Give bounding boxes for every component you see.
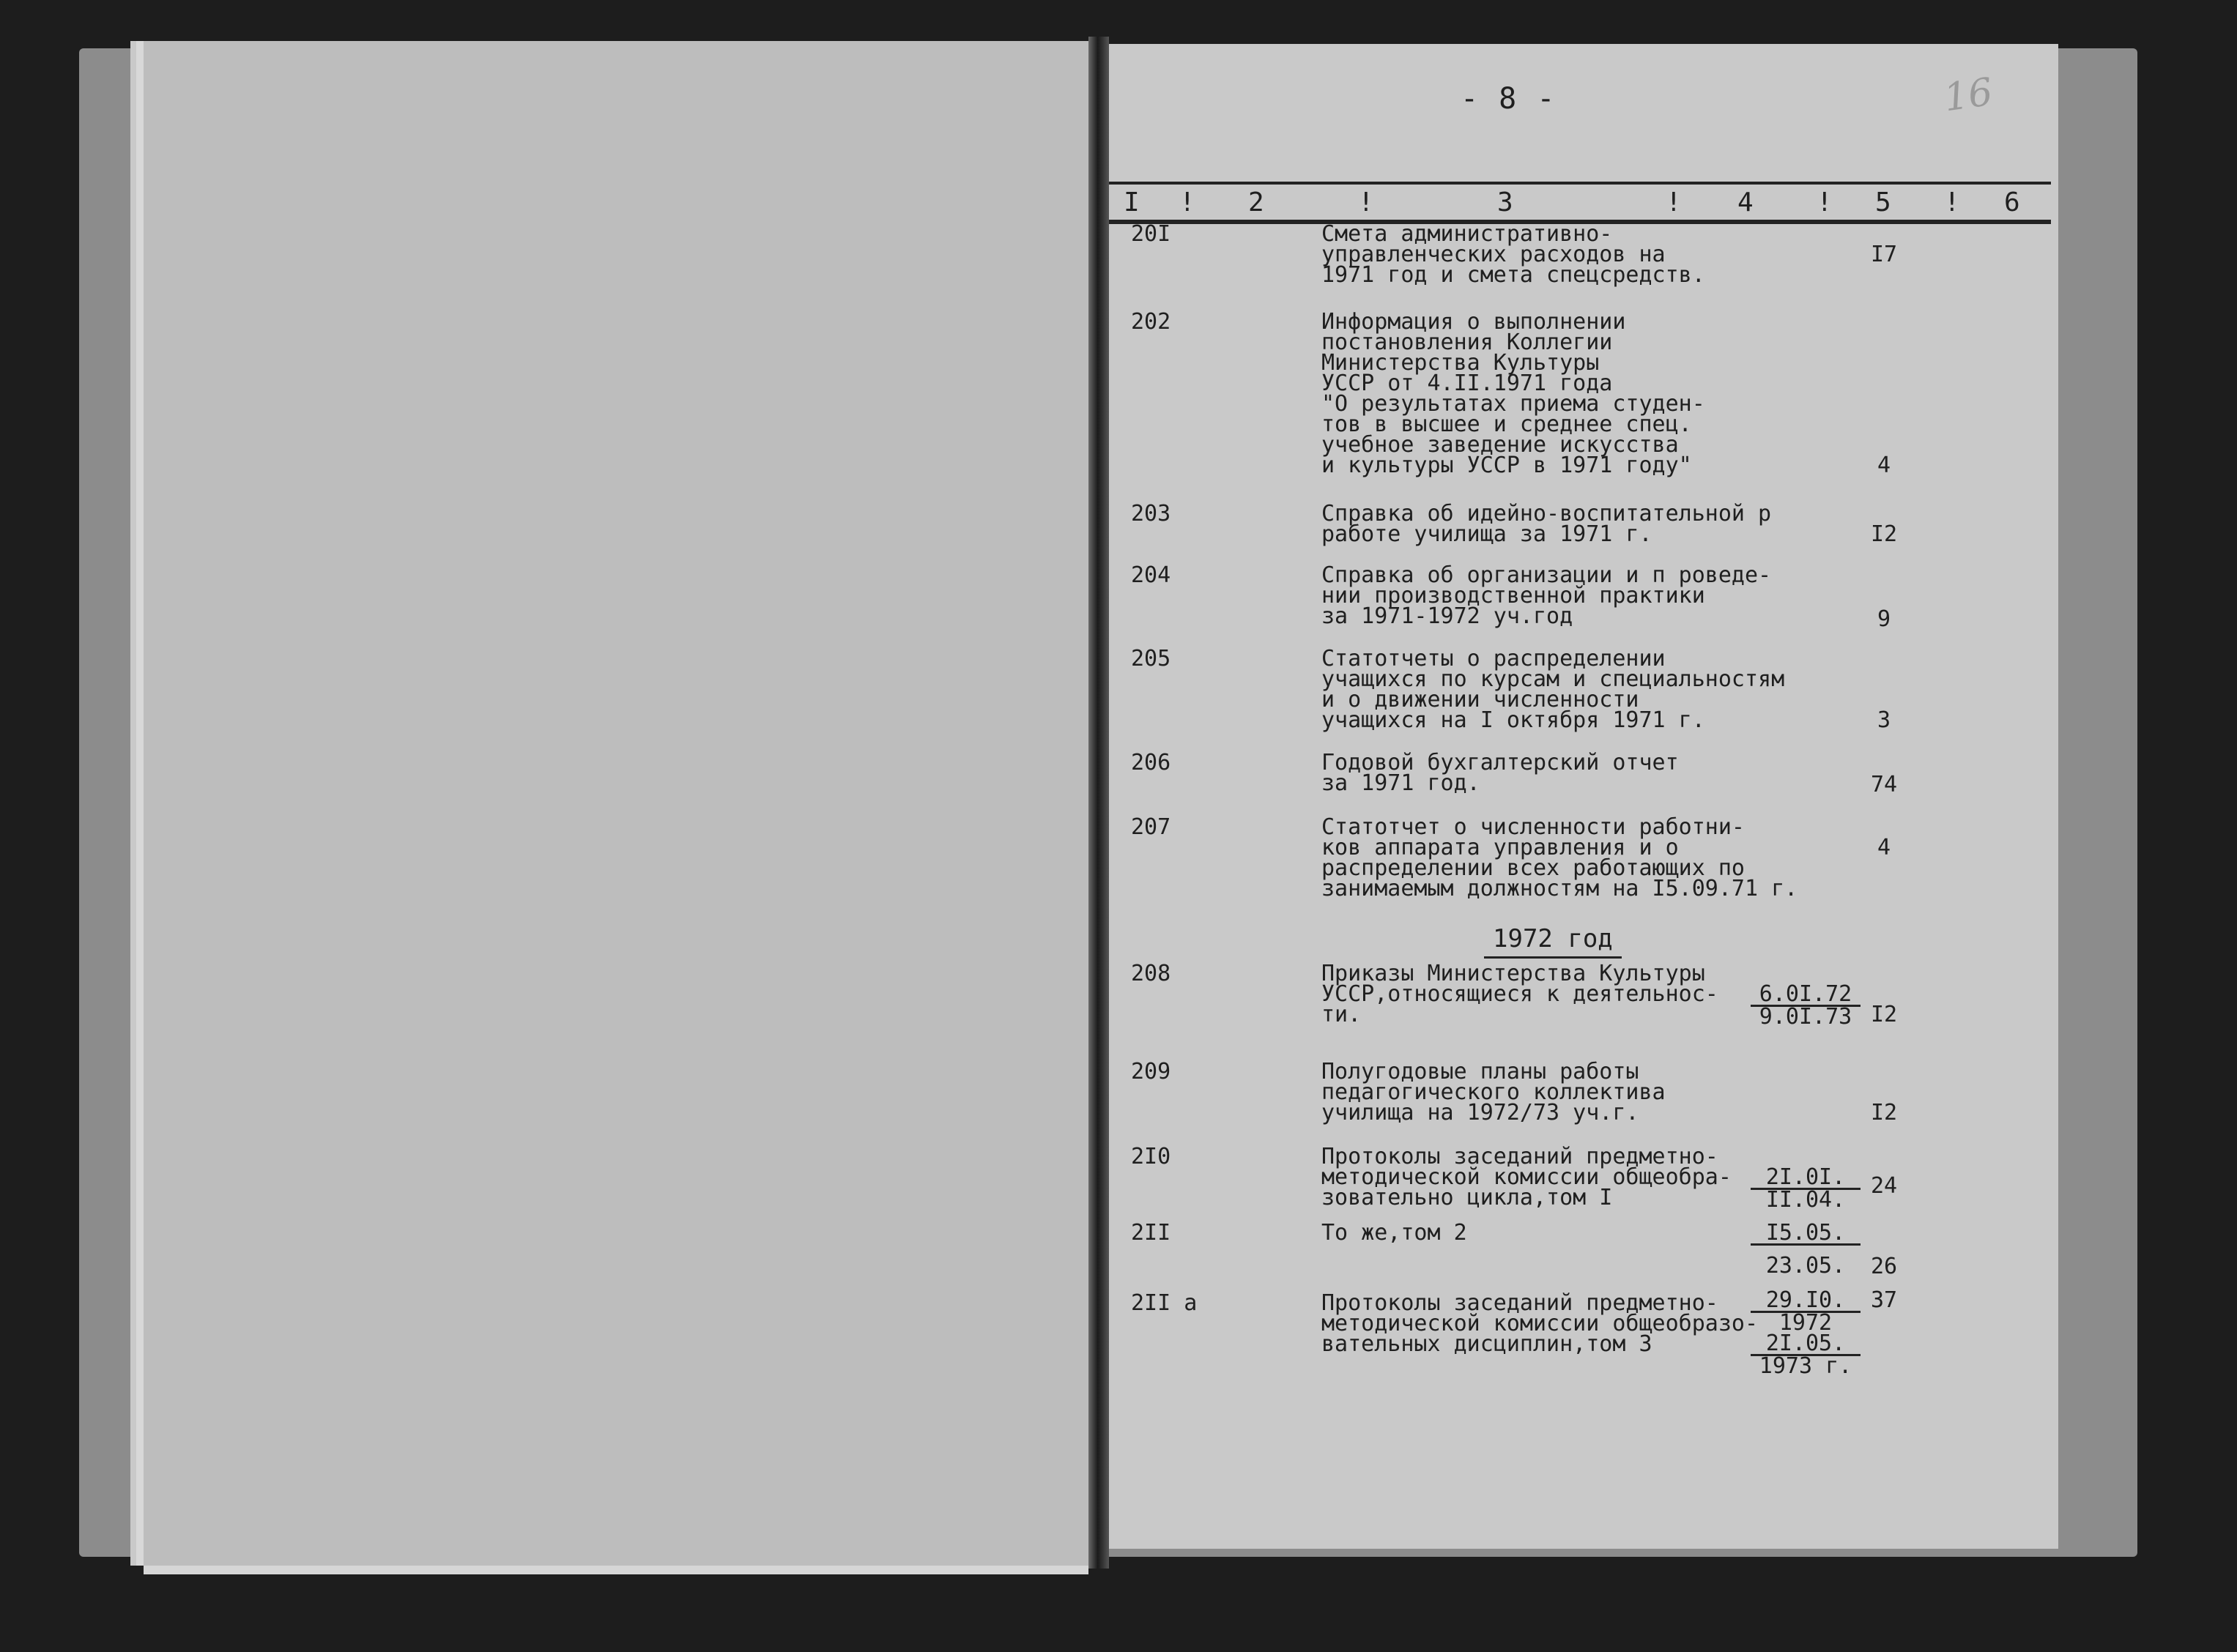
entry-pages: 4 bbox=[1877, 453, 1891, 478]
column-separator: ! bbox=[1358, 187, 1374, 217]
entry-number: 2II а bbox=[1131, 1290, 1198, 1316]
entry-pages: 4 bbox=[1877, 835, 1891, 860]
entry-number: 205 bbox=[1131, 646, 1171, 671]
entry-pages: I2 bbox=[1870, 521, 1898, 547]
entry-number: 2II bbox=[1131, 1220, 1171, 1246]
entry-pages: I2 bbox=[1870, 1002, 1898, 1027]
entry-title: Протоколы заседаний предметно- методической комиссии общеобра- зовательно цикла,том I bbox=[1321, 1144, 1732, 1210]
entry-dates bbox=[1751, 1164, 1861, 1213]
entry-title: Статотчет о численности работни- ков аппарата управления и о распределении всех работающих по занимаемым должностям на I5.09.71 г. bbox=[1321, 814, 1798, 901]
entry-title: Справка об организации и п роведе- нии производственной практики за 1971-1972 уч.год bbox=[1321, 562, 1772, 629]
date-line: 29.I0. bbox=[1751, 1290, 1861, 1313]
date-to: 9.0I.73 bbox=[1759, 1004, 1852, 1030]
column-header: 5 bbox=[1875, 187, 1891, 217]
entry-number: 207 bbox=[1131, 814, 1171, 840]
page-number: - 8 - bbox=[1461, 82, 1557, 116]
entry-number: 204 bbox=[1131, 562, 1171, 588]
archive-folio-mark: 16 bbox=[1941, 70, 1996, 121]
date-from: 6.0I.72 bbox=[1751, 984, 1861, 1007]
entry-number: 203 bbox=[1131, 501, 1171, 527]
date-line: 1972 bbox=[1778, 1310, 1833, 1336]
entry-number: 208 bbox=[1131, 961, 1171, 986]
date-from: I5.05. bbox=[1751, 1223, 1861, 1246]
date-to: 23.05. bbox=[1765, 1253, 1846, 1279]
book-spine-gutter bbox=[1088, 37, 1109, 1569]
entry-title: Смета административно- управленческих расходов на 1971 год и смета спецсредств. bbox=[1321, 221, 1705, 288]
entry-title: То же,том 2 bbox=[1321, 1220, 1467, 1246]
entry-number: 206 bbox=[1131, 750, 1171, 775]
date-to: II.04. bbox=[1765, 1187, 1846, 1213]
entry-title: Полугодовые планы работы педагогического коллектива училища на 1972/73 уч.г. bbox=[1321, 1059, 1666, 1125]
date-line: 1973 г. bbox=[1759, 1353, 1852, 1379]
entry-title: Протоколы заседаний предметно- методической комиссии общеобразо- вательных дисциплин,том 3 bbox=[1321, 1290, 1759, 1357]
right-document-page bbox=[1109, 44, 2058, 1549]
entry-number: 202 bbox=[1131, 309, 1171, 335]
left-blank-page bbox=[144, 41, 1088, 1566]
entry-title: Справка об идейно-воспитательной р работе училища за 1971 г. bbox=[1321, 501, 1772, 547]
entry-title: Информация о выполнении постановления Коллегии Министерства Культуры УССР от 4.II.1971 года "О результатах приема студен- тов в высшее и среднее спец. учебное заведение искусства и культуры УССР в 1971 году" bbox=[1321, 309, 1705, 478]
column-header: 2 bbox=[1248, 187, 1264, 217]
entry-pages: 3 bbox=[1877, 707, 1891, 733]
column-separator: ! bbox=[1179, 187, 1195, 217]
entry-title: Годовой бухгалтерский отчет за 1971 год. bbox=[1321, 750, 1679, 796]
entry-pages: 24 bbox=[1870, 1173, 1898, 1199]
entry-pages: I7 bbox=[1870, 242, 1898, 267]
entry-dates bbox=[1751, 1287, 1861, 1379]
column-header: 3 bbox=[1497, 187, 1513, 217]
column-separator: ! bbox=[1666, 187, 1682, 217]
entry-pages: 9 bbox=[1877, 606, 1891, 632]
entry-pages: 26 bbox=[1870, 1254, 1898, 1279]
column-header: 4 bbox=[1737, 187, 1754, 217]
entry-title: Статотчеты о распределении учащихся по курсам и специальностям и о движении численности учащихся на I октября 1971 г. bbox=[1321, 646, 1785, 733]
entry-dates bbox=[1751, 981, 1861, 1030]
year-heading: 1972 год bbox=[1484, 924, 1622, 959]
entry-title: Приказы Министерства Культуры УССР,относящиеся к деятельнос- ти. bbox=[1321, 961, 1718, 1027]
entry-pages: 74 bbox=[1870, 772, 1898, 797]
entry-number: 2I0 bbox=[1131, 1144, 1171, 1169]
entry-number: 209 bbox=[1131, 1059, 1171, 1084]
entry-dates bbox=[1751, 1220, 1861, 1279]
column-separator: ! bbox=[1817, 187, 1833, 217]
entry-pages: 37 bbox=[1870, 1287, 1898, 1313]
table-header bbox=[1109, 182, 2051, 224]
column-separator: ! bbox=[1944, 187, 1960, 217]
date-line: 2I.05. bbox=[1751, 1333, 1861, 1356]
column-header: I bbox=[1124, 187, 1140, 217]
date-from: 2I.0I. bbox=[1751, 1167, 1861, 1190]
entry-number: 20I bbox=[1131, 221, 1171, 247]
entry-pages: I2 bbox=[1870, 1100, 1898, 1125]
column-header: 6 bbox=[2004, 187, 2020, 217]
